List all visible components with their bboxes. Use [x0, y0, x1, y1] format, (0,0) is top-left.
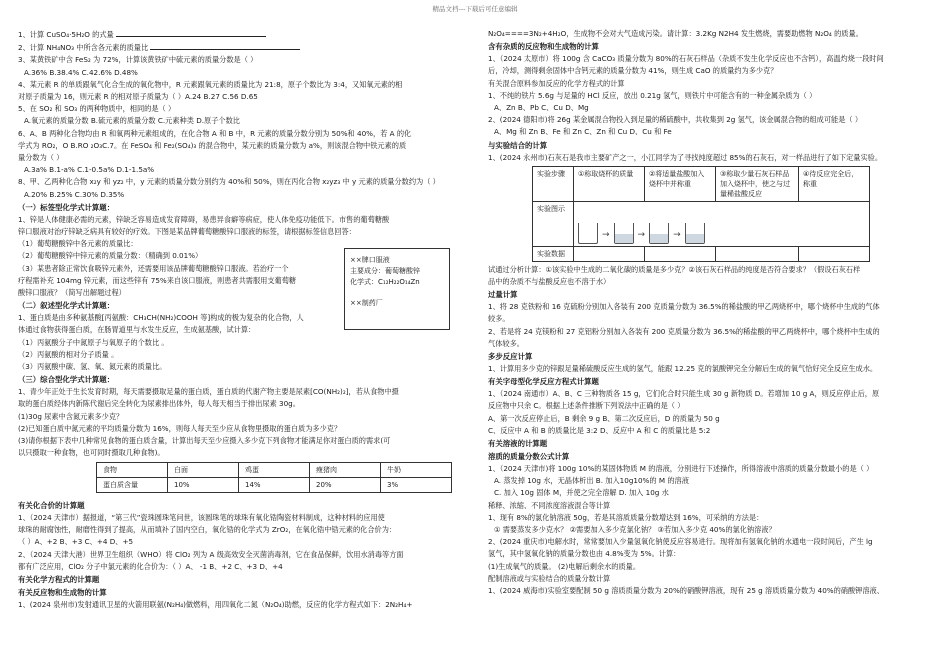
table-cell: ②将适量盐酸加入烧杯中并称重 — [645, 166, 716, 201]
text-line: 1、计算用多少克的锌跟足量稀硫酸反应生成的氢气，能跟 12.25 克的氯酸钾完全分解后生成的氧气恰好完全反应生成水。 — [488, 364, 878, 374]
section-multistep-calc: 多步反应计算 — [488, 352, 533, 362]
question-4: 4、某元素 R 的单质跟氧气化合生成的氧化物中，R 元素跟氧元素的质量比为 21:8，原子个数比为 3:4，又知氧元素的相 — [18, 79, 403, 89]
question-2: 2、计算 NH₄NO₃ 中所含各元素的质量比 — [18, 41, 466, 54]
text-line: 疗程需补充 104mg 锌元素，而这些锌有 75%来自该口服液，则患者共需服用支葡萄糖 — [18, 275, 297, 285]
text-line: A、第一次反应停止后，B 剩余 9 g B、第二次反应后，D 的质量为 50 g — [488, 413, 720, 423]
text-line: 气体较多。 — [488, 338, 524, 348]
text-line: 1、(2024 泉州市)发射通讯卫星的火箭用联氨(N₂H₄)做燃料，用四氧化二氮（N₂O₄)助燃，反应的化学方程式如下：2N₂H₄+ — [18, 599, 413, 609]
text-line: (2)已知蛋白质中氮元素的平均质量分数为 16%，则每人每天至少应从食物里摄取的蛋白质为多少克？ — [18, 423, 342, 433]
question-6-options: A.3a% B.1-a% C.1-0.5a% D.1-1.5a% — [24, 165, 155, 175]
table-cell: 14% — [239, 477, 310, 492]
subsection-reactants: 有关反应物和生成物的计算 — [18, 587, 107, 597]
table-row — [533, 201, 870, 246]
text-line: （3）某患者除正常饮食吸锌元素外，还需要用该品牌葡萄糖酸锌口服液。若治疗一个 — [18, 263, 289, 273]
text-line: (1)30g 尿素中含氮元素多少克？ — [18, 411, 124, 421]
experiment-table — [532, 166, 870, 262]
text-line: 后，冷却，测得剩余固体中含钙元素的质量分数为 41%，则生成 CaO 的质量约为多少克？ — [488, 66, 778, 76]
options-line: A. 蒸发掉 10g 水，无晶体析出 B. 加入10g10%的 M 的溶液 — [494, 476, 689, 486]
text-line: 反应物中只余 C。根据上述条件推断下列说法中正确的是（ ） — [488, 401, 685, 411]
table-cell — [716, 246, 799, 261]
text-line: 球珠的耐腐蚀性，耐磨性得到了提高，从而填补了国内空白，氧化锆的化学式为 ZrO₂，在氧化锆中锆元素的化合价为： — [18, 525, 397, 535]
table-header-cell: 食物 — [97, 462, 168, 477]
table-cell: ③称取少量石灰石样品加入烧杯中，使之与过量稀盐酸反应 — [716, 166, 799, 201]
text-line: 都有广泛应用，ClO₂ 分子中氯元素的化合价为：（ ）A、 -1 B、+2 C、+3 D、+4 — [18, 561, 283, 571]
text-line: 1、（2024 太原市）将 100g 含 CaCO₃ 质量分数为 80%的石灰石样品（杂质不发生化学反应也不含钙），高温灼烧一段时间 — [488, 54, 884, 64]
text-line: 2、（2024 天津大港）世界卫生组织（WHO）将 ClO₂ 列为 A 级高效安全灭菌消毒剂，它在食品保鲜，饮用水消毒等方面 — [18, 549, 404, 559]
section-narrative-calc: （二）叙述型化学式计算题： — [18, 301, 115, 311]
text-line: 1、（2024 天津市）据报道，“第三代”瓷珠圆珠笔问世，该圆珠笔的球珠有氧化锆陶瓷材料制成，这种材料的应用使 — [18, 512, 385, 522]
product-label-box — [344, 248, 450, 330]
question-8-options: A.20% B.25% C.30% D.35% — [24, 189, 125, 199]
arrow-icon: → — [673, 229, 681, 240]
text-line: 1、将 28 克铁粉和 16 克硫粉分别加入各装有 200 克质量分数为 36.5%的稀盐酸的甲乙两烧杯中，哪个烧杯中生成的气体 — [488, 302, 880, 312]
text-line: 体通过食物获得蛋白质，在肠胃道里与水发生反应，生成氨基酸，试计算： — [18, 325, 256, 335]
text-line: （2）葡萄糖酸锌中锌元素的质量分数：（精确到 0.01%） — [18, 251, 203, 261]
question-5: 5、在 SO₂ 和 SO₃ 的两种物质中，相同的是（ ） — [18, 104, 176, 114]
text-line: 1、(2024 永州市)石灰石是我市主要矿产之一，小江同学为了寻找纯度超过 85%的石灰石，对一样品进行了如下定量实验。 — [488, 152, 883, 162]
beaker-icon — [578, 223, 598, 244]
table-row — [97, 477, 452, 492]
arrow-icon: → — [602, 229, 610, 240]
question-1: 1、计算 CuSO₄·5H₂O 的式量 — [18, 28, 466, 41]
text-line: 2、(2024 德阳市)将 26g 某金属混合物投入到足量的稀硫酸中，共收集到 2g 氢气，该金属混合物的组成可能是（ ） — [488, 115, 863, 125]
text-line: （3）丙氨酸中碳、氢、氧、氮元素的质量比。 — [18, 362, 167, 372]
section-excess-calc: 过量计算 — [488, 290, 518, 300]
text-line: 1、不纯的铁片 5.6g 与足量的 HCl 反应，放出 0.21g 氢气，则铁片中可能含有的一种金属杂质为（ ） — [488, 90, 817, 100]
table-cell: ④待反应完全后，称重 — [799, 166, 870, 201]
page-header: 精品文档---下载后可任意编辑 — [432, 5, 518, 13]
label-maker: ××制药厂 — [350, 299, 383, 307]
table-cell — [799, 246, 870, 261]
table-row — [533, 166, 870, 201]
table-cell — [645, 246, 716, 261]
section-label-calc: （一）标签型化学式计算题： — [18, 202, 115, 212]
question-6-cont2: 量分数为（ ） — [18, 153, 64, 163]
table-header-cell: 牛奶 — [381, 462, 452, 477]
text-line: 稀释、浓缩、不同浓度溶液混合等计算 — [488, 500, 611, 510]
question-3: 3、某黄铁矿中含 FeS₂ 为 72%，计算该黄铁矿中硫元素的质量分数是（ ） — [18, 55, 258, 65]
section-comprehensive-calc: （三）综合型化学式计算题： — [18, 375, 115, 385]
text-line: 1、现有 8%的氯化钠溶液 50g，若是其溶质质量分数增达到 16%，可采纳的方法是： — [488, 512, 764, 522]
text-line: (1)生成氧气的质量。 (2)电解后剩余水的质量。 — [488, 561, 641, 571]
text-line: (3)请你根据下表中几种常见食物的蛋白质含量，计算出每天至少应摄入多少克下列食物才能满足你对蛋白质的需求(可 — [18, 436, 391, 446]
question-4-cont: 对原子质量为 16，则元素 R 的相对原子质量为（ ）A.24 B.27 C.56 D.65 — [18, 92, 258, 102]
arrow-icon: → — [637, 229, 646, 240]
question-3-options: A.36% B.38.4% C.42.6% D.48% — [24, 67, 138, 77]
section-valence-calc: 有关化合价的计算题 — [18, 500, 85, 510]
label-ingredient: 主要成分：葡萄糖酸锌 — [350, 267, 420, 275]
text-line: 1、（2024 南通市）A、B、C 三种物质各 15 g，它们化合时只能生成 30 g 新物质 D。若增加 10 g A，则反应停止后，原 — [488, 389, 880, 399]
text-line: 酸锌口服液？（简写出解题过程） — [18, 288, 126, 298]
label-formula: 化学式：C₁₂H₂₂O₁₄Zn — [350, 278, 420, 286]
text-line: （2）丙氨酸的相对分子质量 。 — [18, 349, 119, 359]
text-line: 试通过分析计算：①该实验中生成的二氧化碳的质量是多少克？②该石灰石样品的纯度是否符合要求？（假设石灰石样 — [488, 264, 861, 274]
right-column — [488, 28, 936, 597]
table-cell: 实验数据 — [533, 246, 574, 261]
section-letter-equation-calc: 有关字母型化学反应方程式计算题 — [488, 377, 599, 387]
options-line: C. 加入 10g 固体 M，并使之完全溶解 D. 加入 10g 水 — [494, 488, 669, 498]
table-cell: 实验图示 — [533, 201, 574, 246]
text-line: N₂O₄====3N₂+4H₂O，生成物不会对大气造成污染。请计算：3.2Kg N2H4 发生燃烧，需要助燃物 N₂O₄ 的质量。 — [488, 29, 863, 38]
text-line: 氢气，其中氢氧化钠的质量分数也由 4.8%变为 5%。计算： — [488, 549, 681, 559]
table-header-cell: 鸡蛋 — [239, 462, 310, 477]
question-5-options: A.氧元素的质量分数 B.硫元素的质量分数 C.元素种类 D.原子个数比 — [24, 116, 240, 126]
question-6-cont: 学式为 RO₂，O B.RO ₂O₃C.7。在 FeSO₄ 和 Fe₂(SO₄)₃ 的混合物中，某元素的质量分数为 a%，则该混合物中铁元素的质 — [18, 140, 407, 150]
text-line: （ ）A、+2 B、+3 C、+4 D、+5 — [18, 537, 134, 547]
table-header-cell: 瘦猪肉 — [310, 462, 381, 477]
table-row — [533, 246, 870, 261]
section-equation-calc: 有关化学方程式的计算题 — [18, 574, 100, 584]
question-8: 8、甲、乙两种化合物 x₂y 和 yz₂ 中，y 元素的质量分数分别约为 40%和 50%，则在丙化合物 x₂yz₃ 中 y 元素的质量分数约为（ ） — [18, 177, 440, 187]
text-line: 1、（2024 天津市)将 100g 10%的某固体物质 M 的溶液，分别进行下述操作，所得溶液中溶质的质量分数最小的是（ ） — [488, 464, 874, 474]
text-line: 2、(2024 重庆市)电解水时，常常要加入少量氢氧化钠使反应容易进行。现将加有氢氧化钠的水通电一段时间后，产生 lg — [488, 537, 873, 547]
question-6: 6、A、B 两种化合物均由 R 和氧两种元素组成的，在化合物 A 和 B 中，R 元素的质量分数分别为 50%和 40%，若 A 的化 — [18, 128, 412, 138]
table-cell: 实验步骤 — [533, 166, 574, 201]
text-line: 取的蛋白质经体内新陈代谢后完全转化为尿素排出体外，每人每天相当于排出尿素 30g。 — [18, 399, 300, 409]
text-line: 配制溶液或与实验结合的质量分数计算 — [488, 573, 611, 583]
text-line: 品中的杂质不与盐酸反应也不溶于水） — [488, 277, 611, 287]
text-line: 1、(2024 威海市)实验室要配制 50 g 溶质质量分数为 20%的硝酸钾溶液，现有 25 g 溶质质量分数为 40%的硝酸钾溶液、 — [488, 586, 884, 596]
table-cell — [574, 246, 645, 261]
options-line: ① 需要蒸发多少克水？ ②需要加入多少克氯化钠？ ③若加入多少克 40%的氯化钠溶液？ — [494, 525, 776, 535]
text-line: 2、若是将 24 克镁粉和 27 克铝粉分别加入各装有 200 克质量分数为 36.5%的稀盐酸的甲乙两烧杯中，哪个烧杯中生成的 — [488, 326, 880, 336]
text-line: C、反应中 A 和 B 的质量比是 3:2 D、反应中 A 和 C 的质量比是 5:2 — [488, 425, 711, 435]
table-cell: ①称取烧杯的质量 — [574, 166, 645, 201]
section-solution-calc: 有关溶液的计算题 — [488, 439, 548, 449]
text-line: （1）葡萄糖酸锌中各元素的质量比： — [18, 239, 138, 249]
subsection-mass-fraction: 溶质的质量分数公式计算 — [488, 452, 570, 462]
beaker-icon — [649, 223, 669, 244]
answer-blank[interactable] — [150, 41, 300, 50]
text-line: 以只摄取一种食物，也可同时摄取几种食物)。 — [18, 448, 165, 458]
table-cell: 10% — [168, 477, 239, 492]
table-cell: 蛋白质含量 — [97, 477, 168, 492]
options-line: A、Mg 和 Zn B、Fe 和 Zn C、Zn 和 Cu D、Cu 和 Fe — [494, 127, 672, 137]
beaker-icon — [614, 223, 634, 244]
text-line: 较多。 — [488, 314, 510, 324]
table-cell: 3% — [381, 477, 452, 492]
text-line: 有关混合原料参加反应的化学方程式的计算 — [488, 78, 625, 88]
text-line: 锌口服液对治疗锌缺乏病具有较好的疗效。下图是某品牌葡萄糖酸锌口服液的标签，请根据标签信息回答： — [18, 227, 356, 237]
text-line: 1、锌是人体健康必需的元素，锌缺乏容易造成发育障碍，易患异食癖等病症，使人体免疫功能低下。市售的葡萄糖酸 — [18, 214, 390, 224]
options-line: A、Zn B、Pb C、Cu D、Mg — [494, 103, 589, 113]
text-line: 1、青少年正处于生长发育时期，每天需要摄取足量的蛋白质，蛋白质的代谢产物主要是尿素[CO(NH₂)₂]，若从食物中摄 — [18, 387, 399, 397]
text-line: （1）丙氨酸分子中氮原子与氧原子的个数比 。 — [18, 337, 169, 347]
table-header-cell: 白面 — [168, 462, 239, 477]
text-line: 1、蛋白质是由多种氨基酸[丙氨酸：CH₃CH(NH₂)COOH 等]构成的极为复杂的化合物，人 — [18, 313, 304, 323]
table-header-row — [97, 462, 452, 477]
experiment-illustration — [574, 201, 870, 246]
food-protein-table — [96, 462, 452, 493]
beaker-icon — [685, 223, 705, 244]
answer-blank[interactable] — [116, 28, 266, 37]
section-experiment-calc: 与实验结合的计算 — [488, 140, 548, 150]
table-cell: 20% — [310, 477, 381, 492]
section-impure-reactants: 含有杂质的反应物和生成物的计算 — [488, 42, 599, 52]
label-product-name: ××牌口服液 — [350, 256, 390, 264]
